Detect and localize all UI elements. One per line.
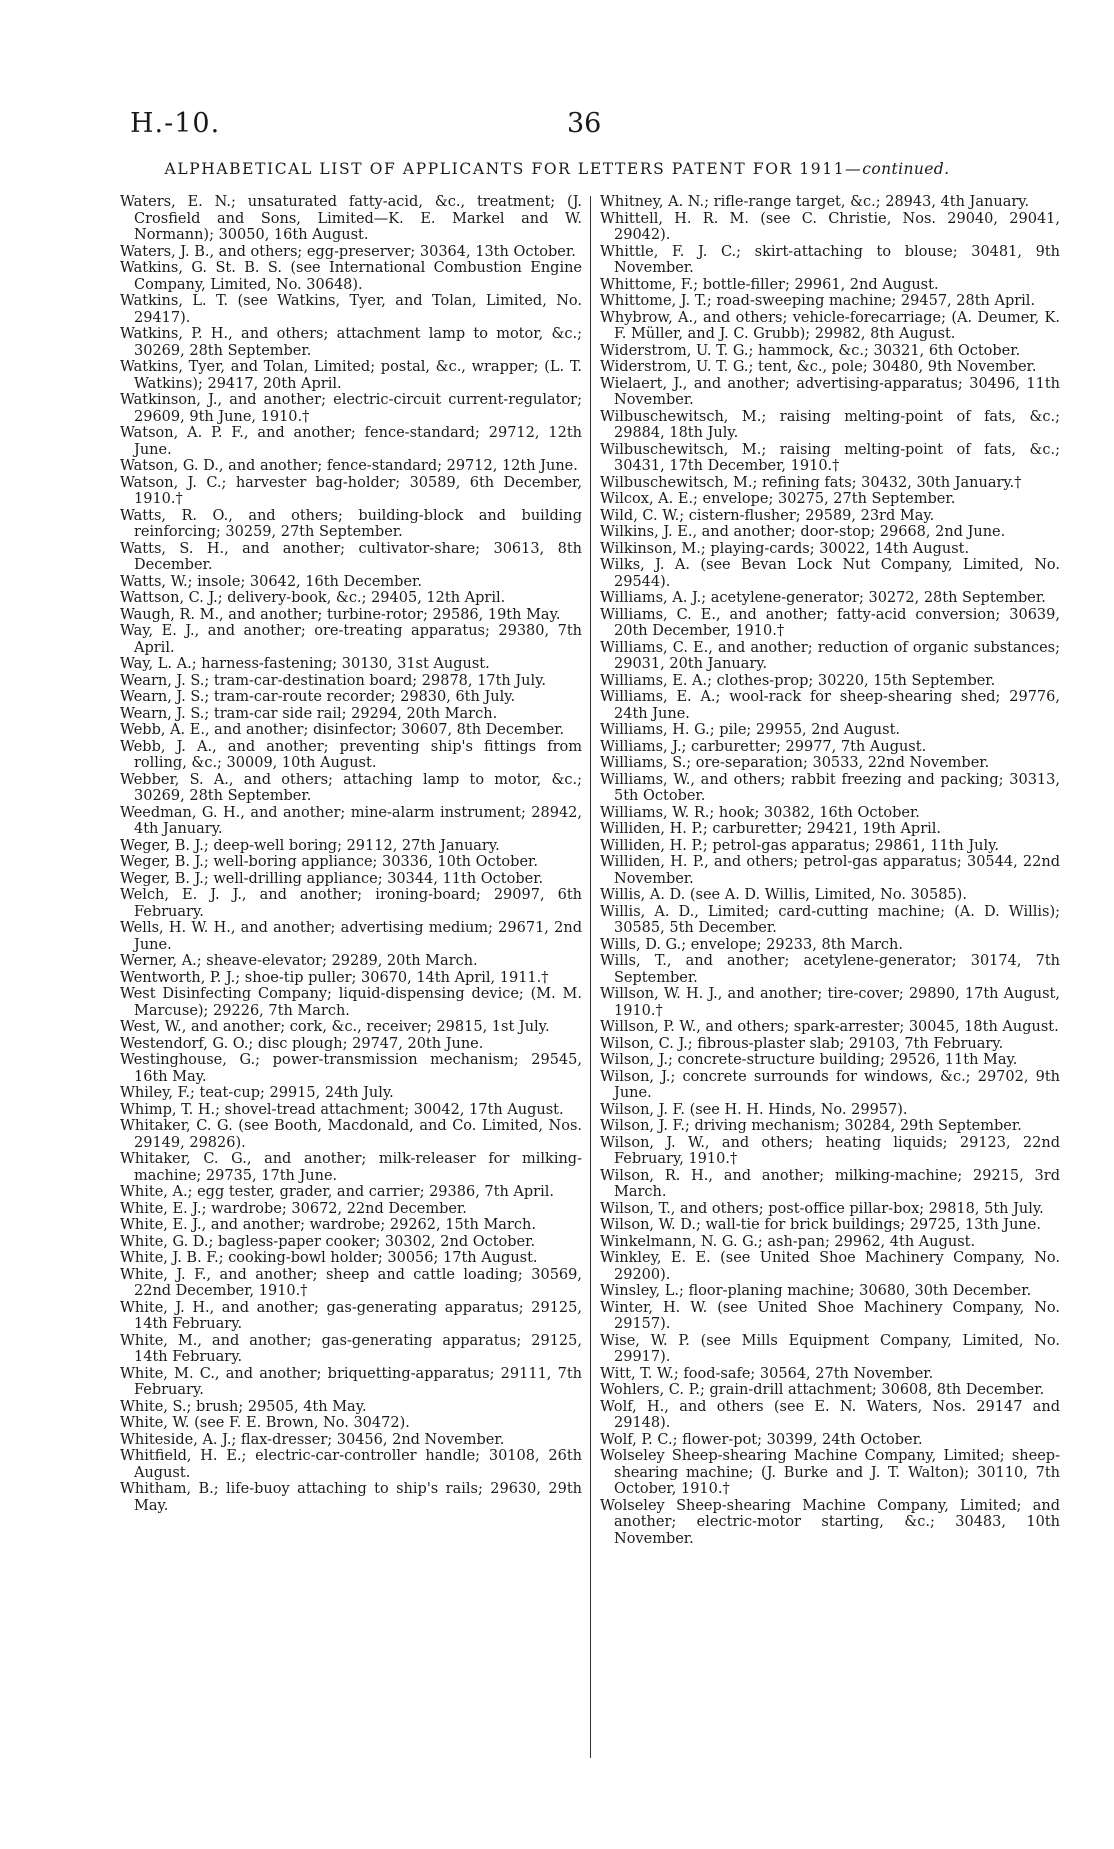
right-column bbox=[600, 194, 1060, 1547]
list-entry: White, J. F., and another; sheep and cattle loading; 30569, 22nd December, 1910.† bbox=[120, 1266, 582, 1299]
list-entry: Whittome, J. T.; road-sweeping machine; 29457, 28th April. bbox=[600, 293, 1036, 309]
list-entry: Winkelmann, N. G. G.; ash-pan; 29962, 4th August. bbox=[600, 1233, 976, 1250]
list-entry: Werner, A.; sheave-elevator; 29289, 20th March. bbox=[120, 953, 478, 969]
page-number: 36 bbox=[567, 108, 602, 139]
list-entry: Waters, E. N.; unsaturated fatty-acid, &c., treatment; (J. Crosfield and Sons, Limited—K. E. Markel and W. Normann); 30050, 16th August. bbox=[120, 194, 582, 243]
list-entry: Watson, J. C.; harvester bag-holder; 30589, 6th December, 1910.† bbox=[120, 474, 582, 507]
list-entry: Wills, T., and another; acetylene-generator; 30174, 7th September. bbox=[600, 953, 1060, 986]
list-entry: Wilbuschewitsch, M.; raising melting-point of fats, &c.; 29884, 18th July. bbox=[600, 408, 1060, 441]
list-entry: Wilson, W. D.; wall-tie for brick buildings; 29725, 13th June. bbox=[600, 1217, 1041, 1233]
list-entry: Waters, J. B., and others; egg-preserver; 30364, 13th October. bbox=[120, 243, 576, 260]
list-entry: Watkins, L. T. (see Watkins, Tyer, and Tolan, Limited, No. 29417). bbox=[120, 293, 582, 326]
list-entry: Wilson, T., and others; post-office pillar-box; 29818, 5th July. bbox=[600, 1200, 1044, 1217]
list-entry: Whittome, F.; bottle-filler; 29961, 2nd August. bbox=[600, 276, 939, 293]
list-entry: Willis, A. D., Limited; card-cutting machine; (A. D. Willis); 30585, 5th December. bbox=[600, 903, 1060, 936]
list-entry: Whittle, F. J. C.; skirt-attaching to blouse; 30481, 9th November. bbox=[600, 243, 1060, 276]
left-column bbox=[120, 194, 582, 1514]
list-entry: Watkins, Tyer, and Tolan, Limited; postal, &c., wrapper; (L. T. Watkins); 29417, 20th April. bbox=[120, 359, 582, 392]
list-entry: Willis, A. D. (see A. D. Willis, Limited, No. 30585). bbox=[600, 887, 967, 903]
list-entry: Watts, W.; insole; 30642, 16th December. bbox=[120, 573, 422, 590]
list-entry: Williams, S.; ore-separation; 30533, 22nd November. bbox=[600, 755, 990, 771]
list-entry: Watson, A. P. F., and another; fence-standard; 29712, 12th June. bbox=[120, 425, 582, 458]
list-entry: Wilson, J.; concrete surrounds for windows, &c.; 29702, 9th June. bbox=[600, 1068, 1060, 1101]
list-entry: Wentworth, P. J.; shoe-tip puller; 30670, 14th April, 1911.† bbox=[120, 969, 549, 986]
list-entry: Whitaker, C. G., and another; milk-releaser for milking-machine; 29735, 17th June. bbox=[120, 1151, 582, 1184]
page-title-text: ALPHABETICAL LIST OF APPLICANTS FOR LETTERS PATENT FOR 1911— bbox=[164, 160, 863, 178]
list-entry: Webb, J. A., and another; preventing ship's fittings from rolling, &c.; 30009, 10th August. bbox=[120, 738, 582, 771]
list-entry: Weger, B. J.; well-boring appliance; 30336, 10th October. bbox=[120, 854, 538, 870]
list-entry: White, E. J., and another; wardrobe; 29262, 15th March. bbox=[120, 1217, 536, 1233]
list-entry: Wolf, H., and others (see E. N. Waters, Nos. 29147 and 29148). bbox=[600, 1398, 1060, 1431]
list-entry: Watkinson, J., and another; electric-circuit current-regulator; 29609, 9th June, 1910.† bbox=[120, 392, 582, 425]
list-entry: Winsley, L.; floor-planing machine; 30680, 30th December. bbox=[600, 1283, 1032, 1299]
list-entry: Whitham, B.; life-buoy attaching to ship's rails; 29630, 29th May. bbox=[120, 1481, 582, 1514]
list-entry: Williden, H. P.; carburetter; 29421, 19th April. bbox=[600, 821, 942, 837]
list-entry: Widerstrom, U. T. G.; hammock, &c.; 30321, 6th October. bbox=[600, 342, 1021, 359]
list-entry: Watson, G. D., and another; fence-standard; 29712, 12th June. bbox=[120, 458, 578, 474]
list-entry: Wilbuschewitsch, M.; raising melting-point of fats, &c.; 30431, 17th December, 1910.† bbox=[600, 441, 1060, 474]
list-entry: White, M. C., and another; briquetting-apparatus; 29111, 7th February. bbox=[120, 1365, 582, 1398]
list-entry: Whittell, H. R. M. (see C. Christie, Nos. 29040, 29041, 29042). bbox=[600, 210, 1060, 243]
list-entry: Wilson, J. F.; driving mechanism; 30284, 29th September. bbox=[600, 1118, 1022, 1134]
list-entry: Widerstrom, U. T. G.; tent, &c., pole; 30480, 9th November. bbox=[600, 359, 1037, 375]
list-entry: Williams, C. E., and another; reduction of organic substances; 29031, 20th January. bbox=[600, 639, 1060, 672]
list-entry: Williden, H. P., and others; petrol-gas apparatus; 30544, 22nd November. bbox=[600, 854, 1060, 887]
list-entry: Whybrow, A., and others; vehicle-forecarriage; (A. Deumer, K. F. Müller, and J. C. Grubb); 29982, 8th August. bbox=[600, 309, 1060, 342]
list-entry: Wells, H. W. H., and another; advertising medium; 29671, 2nd June. bbox=[120, 920, 582, 953]
list-entry: Watts, R. O., and others; building-block and building reinforcing; 30259, 27th September. bbox=[120, 507, 582, 540]
list-entry: Wolseley Sheep-shearing Machine Company, Limited; sheep-shearing machine; (J. Burke and J. T. Walton); 30110, 7th October, 1910.† bbox=[600, 1448, 1060, 1497]
list-entry: White, J. H., and another; gas-generating apparatus; 29125, 14th February. bbox=[120, 1299, 582, 1332]
list-entry: Wills, D. G.; envelope; 29233, 8th March. bbox=[600, 936, 903, 953]
list-entry: White, A.; egg tester, grader, and carrier; 29386, 7th April. bbox=[120, 1184, 554, 1200]
list-entry: Williams, E. A.; wool-rack for sheep-shearing shed; 29776, 24th June. bbox=[600, 689, 1060, 722]
list-entry: White, J. B. F.; cooking-bowl holder; 30056; 17th August. bbox=[120, 1250, 538, 1266]
list-entry: White, S.; brush; 29505, 4th May. bbox=[120, 1398, 367, 1415]
list-entry: Wilcox, A. E.; envelope; 30275, 27th September. bbox=[600, 491, 956, 507]
list-entry: Wilbuschewitsch, M.; refining fats; 30432, 30th January.† bbox=[600, 474, 1022, 491]
list-entry: White, M., and another; gas-generating apparatus; 29125, 14th February. bbox=[120, 1332, 582, 1365]
list-entry: Wohlers, C. P.; grain-drill attachment; 30608, 8th December. bbox=[600, 1382, 1045, 1398]
list-entry: Williams, H. G.; pile; 29955, 2nd August. bbox=[600, 722, 901, 738]
list-entry: Whitaker, C. G. (see Booth, Macdonald, and Co. Limited, Nos. 29149, 29826). bbox=[120, 1118, 582, 1151]
list-entry: Whiley, F.; teat-cup; 29915, 24th July. bbox=[120, 1085, 394, 1101]
list-entry: Williams, C. E., and another; fatty-acid conversion; 30639, 20th December, 1910.† bbox=[600, 606, 1060, 639]
list-entry: Willson, W. H. J., and another; tire-cover; 29890, 17th August, 1910.† bbox=[600, 986, 1060, 1019]
list-entry: Wearn, J. S.; tram-car-destination board; 29878, 17th July. bbox=[120, 672, 547, 689]
list-entry: Wilson, C. J.; fibrous-plaster slab; 29103, 7th February. bbox=[600, 1035, 1004, 1052]
list-entry: Wild, C. W.; cistern-flusher; 29589, 23rd May. bbox=[600, 507, 935, 524]
list-entry: Watts, S. H., and another; cultivator-share; 30613, 8th December. bbox=[120, 540, 582, 573]
list-entry: Wilson, J. F. (see H. H. Hinds, No. 29957). bbox=[600, 1101, 908, 1118]
list-entry: West Disinfecting Company; liquid-dispensing device; (M. M. Marcuse); 29226, 7th March. bbox=[120, 986, 582, 1019]
list-entry: Welch, E. J. J., and another; ironing-board; 29097, 6th February. bbox=[120, 887, 582, 920]
list-entry: Willson, P. W., and others; spark-arrester; 30045, 18th August. bbox=[600, 1019, 1059, 1035]
list-entry: Williden, H. P.; petrol-gas apparatus; 29861, 11th July. bbox=[600, 837, 1000, 854]
page-title bbox=[0, 160, 1114, 178]
list-entry: Wilson, J. W., and others; heating liquids; 29123, 22nd February, 1910.† bbox=[600, 1134, 1060, 1167]
list-entry: Webber, S. A., and others; attaching lamp to motor, &c.; 30269, 28th September. bbox=[120, 771, 582, 804]
list-entry: Winter, H. W. (see United Shoe Machinery Company, No. 29157). bbox=[600, 1299, 1060, 1332]
list-entry: Wearn, J. S.; tram-car-route recorder; 29830, 6th July. bbox=[120, 689, 516, 705]
list-entry: Wearn, J. S.; tram-car side rail; 29294, 20th March. bbox=[120, 705, 498, 722]
page-title-suffix: continued. bbox=[862, 160, 950, 178]
list-entry: Wilson, J.; concrete-structure building; 29526, 11th May. bbox=[600, 1052, 1018, 1068]
list-entry: Wilkinson, M.; playing-cards; 30022, 14th August. bbox=[600, 540, 970, 557]
list-entry: Wilson, R. H., and another; milking-machine; 29215, 3rd March. bbox=[600, 1167, 1060, 1200]
list-entry: Wilks, J. A. (see Bevan Lock Nut Company, Limited, No. 29544). bbox=[600, 557, 1060, 590]
page-code: H.-10. bbox=[130, 108, 221, 139]
list-entry: Whimp, T. H.; shovel-tread attachment; 30042, 17th August. bbox=[120, 1101, 564, 1118]
list-entry: Whitney, A. N.; rifle-range target, &c.; 28943, 4th January. bbox=[600, 194, 1030, 210]
list-entry: Watkins, G. St. B. S. (see International Combustion Engine Company, Limited, No. 30648). bbox=[120, 260, 582, 293]
list-entry: Williams, W., and others; rabbit freezing and packing; 30313, 5th October. bbox=[600, 771, 1060, 804]
list-entry: Wattson, C. J.; delivery-book, &c.; 29405, 12th April. bbox=[120, 590, 506, 606]
list-entry: Whiteside, A. J.; flax-dresser; 30456, 2nd November. bbox=[120, 1431, 505, 1448]
list-entry: Wise, W. P. (see Mills Equipment Company, Limited, No. 29917). bbox=[600, 1332, 1060, 1365]
list-entry: White, W. (see F. E. Brown, No. 30472). bbox=[120, 1415, 410, 1431]
list-entry: Wielaert, J., and another; advertising-apparatus; 30496, 11th November. bbox=[600, 375, 1060, 408]
list-entry: Weedman, G. H., and another; mine-alarm instrument; 28942, 4th January. bbox=[120, 804, 582, 837]
list-entry: Westendorf, G. O.; disc plough; 29747, 20th June. bbox=[120, 1035, 484, 1052]
list-entry: Williams, A. J.; acetylene-generator; 30272, 28th September. bbox=[600, 590, 1046, 606]
list-entry: Williams, W. R.; hook; 30382, 16th October. bbox=[600, 804, 920, 821]
list-entry: Webb, A. E., and another; disinfector; 30607, 8th December. bbox=[120, 722, 565, 738]
list-entry: Winkley, E. E. (see United Shoe Machinery Company, No. 29200). bbox=[600, 1250, 1060, 1283]
list-entry: Whitfield, H. E.; electric-car-controller handle; 30108, 26th August. bbox=[120, 1448, 582, 1481]
list-entry: White, G. D.; bagless-paper cooker; 30302, 2nd October. bbox=[120, 1233, 536, 1250]
list-entry: Weger, B. J.; deep-well boring; 29112, 27th January. bbox=[120, 837, 500, 854]
list-entry: Watkins, P. H., and others; attachment lamp to motor, &c.; 30269, 28th September. bbox=[120, 326, 582, 359]
list-entry: Wilkins, J. E., and another; door-stop; 29668, 2nd June. bbox=[600, 524, 1006, 540]
list-entry: Williams, E. A.; clothes-prop; 30220, 15th September. bbox=[600, 672, 996, 689]
list-entry: Wolseley Sheep-shearing Machine Company, Limited; and another; electric-motor starting, &c.; 30483, 10th November. bbox=[600, 1497, 1060, 1547]
list-entry: Wolf, P. C.; flower-pot; 30399, 24th October. bbox=[600, 1431, 923, 1448]
list-entry: Way, E. J., and another; ore-treating apparatus; 29380, 7th April. bbox=[120, 623, 582, 656]
list-entry: Williams, J.; carburetter; 29977, 7th August. bbox=[600, 738, 927, 755]
column-divider bbox=[590, 196, 591, 1758]
list-entry: Westinghouse, G.; power-transmission mechanism; 29545, 16th May. bbox=[120, 1052, 582, 1085]
list-entry: Way, L. A.; harness-fastening; 30130, 31st August. bbox=[120, 656, 490, 672]
list-entry: West, W., and another; cork, &c., receiver; 29815, 1st July. bbox=[120, 1019, 550, 1035]
list-entry: Waugh, R. M., and another; turbine-rotor; 29586, 19th May. bbox=[120, 606, 561, 623]
list-entry: Witt, T. W.; food-safe; 30564, 27th November. bbox=[600, 1365, 934, 1382]
list-entry: Weger, B. J.; well-drilling appliance; 30344, 11th October. bbox=[120, 870, 544, 887]
list-entry: White, E. J.; wardrobe; 30672, 22nd December. bbox=[120, 1200, 467, 1217]
